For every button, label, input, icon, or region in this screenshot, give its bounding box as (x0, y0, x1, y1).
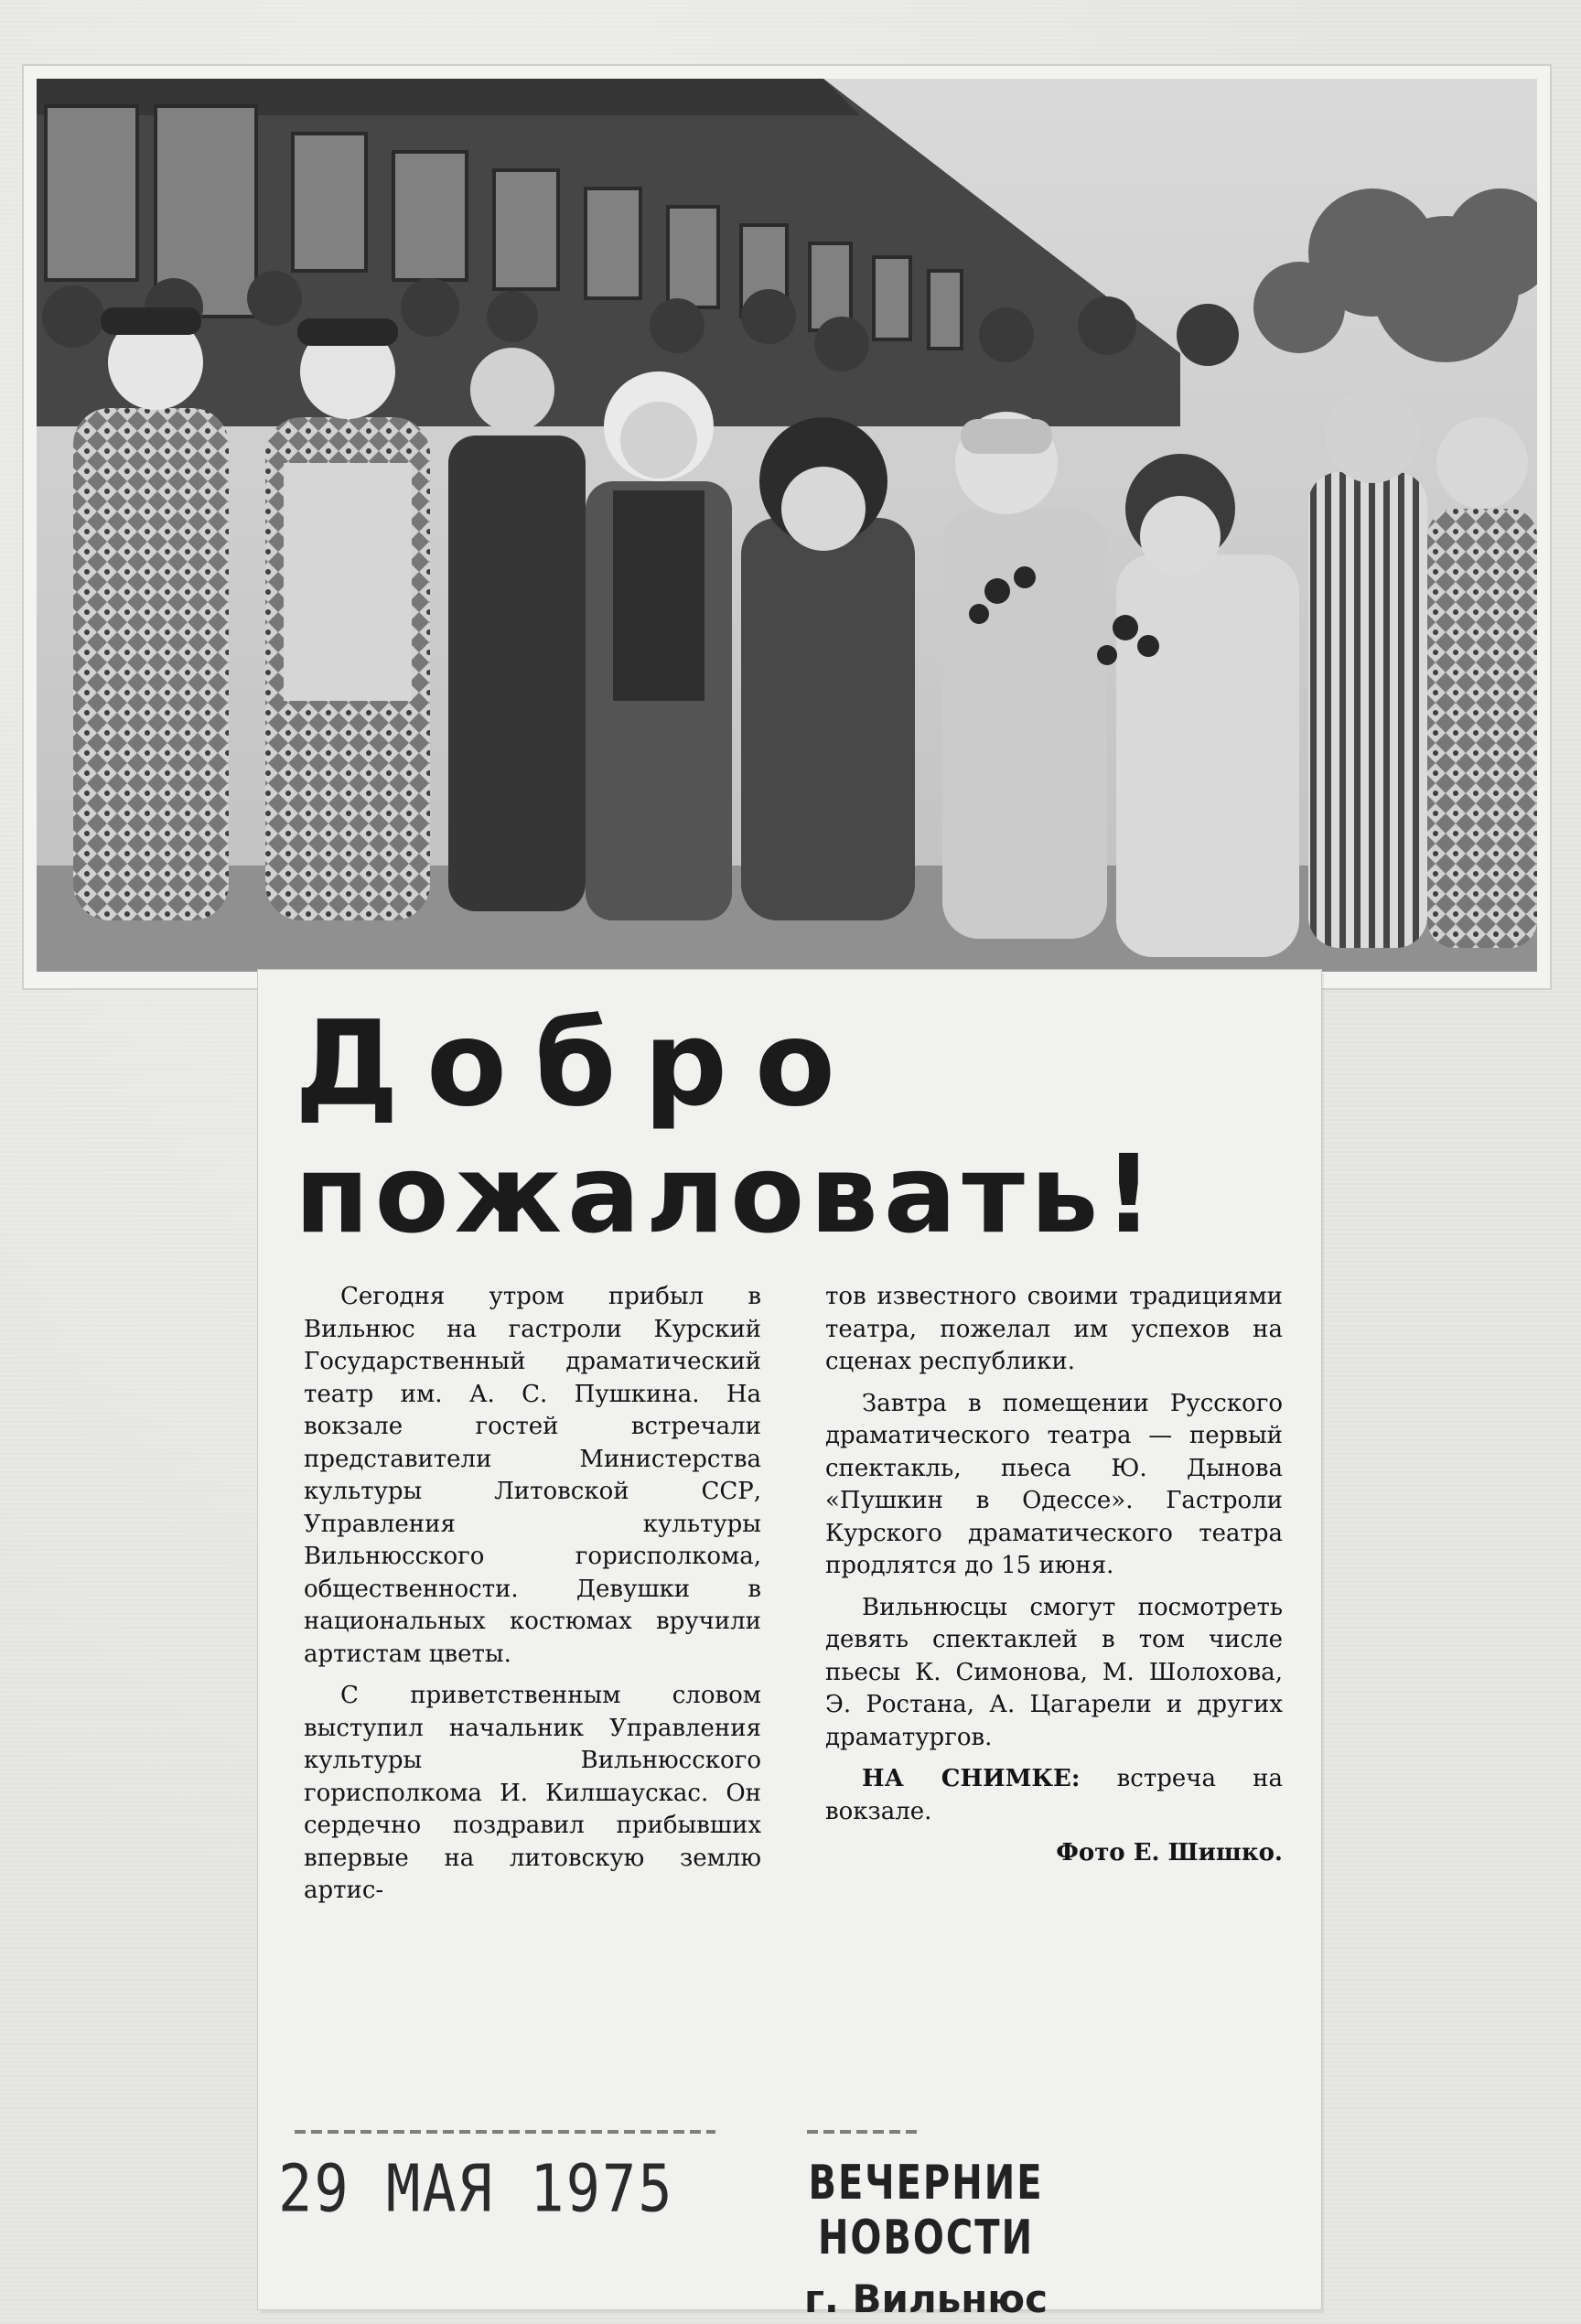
headline-line-2: пожаловать! (295, 1131, 1159, 1257)
photo-image (37, 79, 1537, 972)
headline (295, 996, 1292, 1257)
caption-lead: НА СНИМКЕ: (862, 1765, 1081, 1792)
station-photo (37, 79, 1537, 972)
newspaper-stamp (734, 2156, 1118, 2321)
photo-credit: Фото Е. Шишко. (1056, 1839, 1283, 1867)
column-left (304, 1281, 761, 1949)
paragraph: Завтра в помещении Русского драматического театра — первый спектакль, пьеса Ю. Дынова «Пушкин в Одессе». Гастроли Курского драматического театра продлятся до 15 июня. (825, 1389, 1283, 1579)
article-body (304, 1281, 1283, 1949)
newspaper-city: г. Вильнюс (803, 2276, 1049, 2321)
column-right (825, 1281, 1283, 1949)
paragraph: Вильнюсцы смогут посмотреть девять спектаклей в том числе пьесы К. Симонова, М. Шолохова, Э. Ростана, А. Цагарели и других драматургов. (825, 1593, 1283, 1751)
headline-line-1: Добро (295, 996, 863, 1133)
photo-caption (825, 1763, 1283, 1828)
caption-text: встреча на вокзале. (825, 1765, 1283, 1825)
photo-frame (24, 66, 1550, 988)
paragraph: С приветственным словом выступил начальник Управления культуры Вильнюсского горисполкома И. Килшаускас. Он сердечно поздравил прибывших впервые на литовскую землю артис- (304, 1682, 761, 1904)
paragraph: Сегодня утром прибыл в Вильнюс на гастроли Курский Государственный драматический театр им. А. С. Пушкина. На вокзале гостей встречали представители Министерства культуры Литовской ССР, Управления культуры Вильнюсского горисполкома, общественности. Девушки в национальных костюмах вручили артистам цветы. (304, 1283, 761, 1668)
paragraph-continuation: тов известного своими традициями театра, пожелал им успехов на сценах республики. (825, 1283, 1283, 1375)
newspaper-name: ВЕЧЕРНИЕ НОВОСТИ (808, 2156, 1044, 2265)
newspaper-clipping (258, 970, 1321, 2321)
date-stamp: 29 МАЯ 1975 (278, 2150, 674, 2227)
torn-edge-right (807, 2130, 917, 2134)
torn-edge-left (295, 2130, 715, 2134)
